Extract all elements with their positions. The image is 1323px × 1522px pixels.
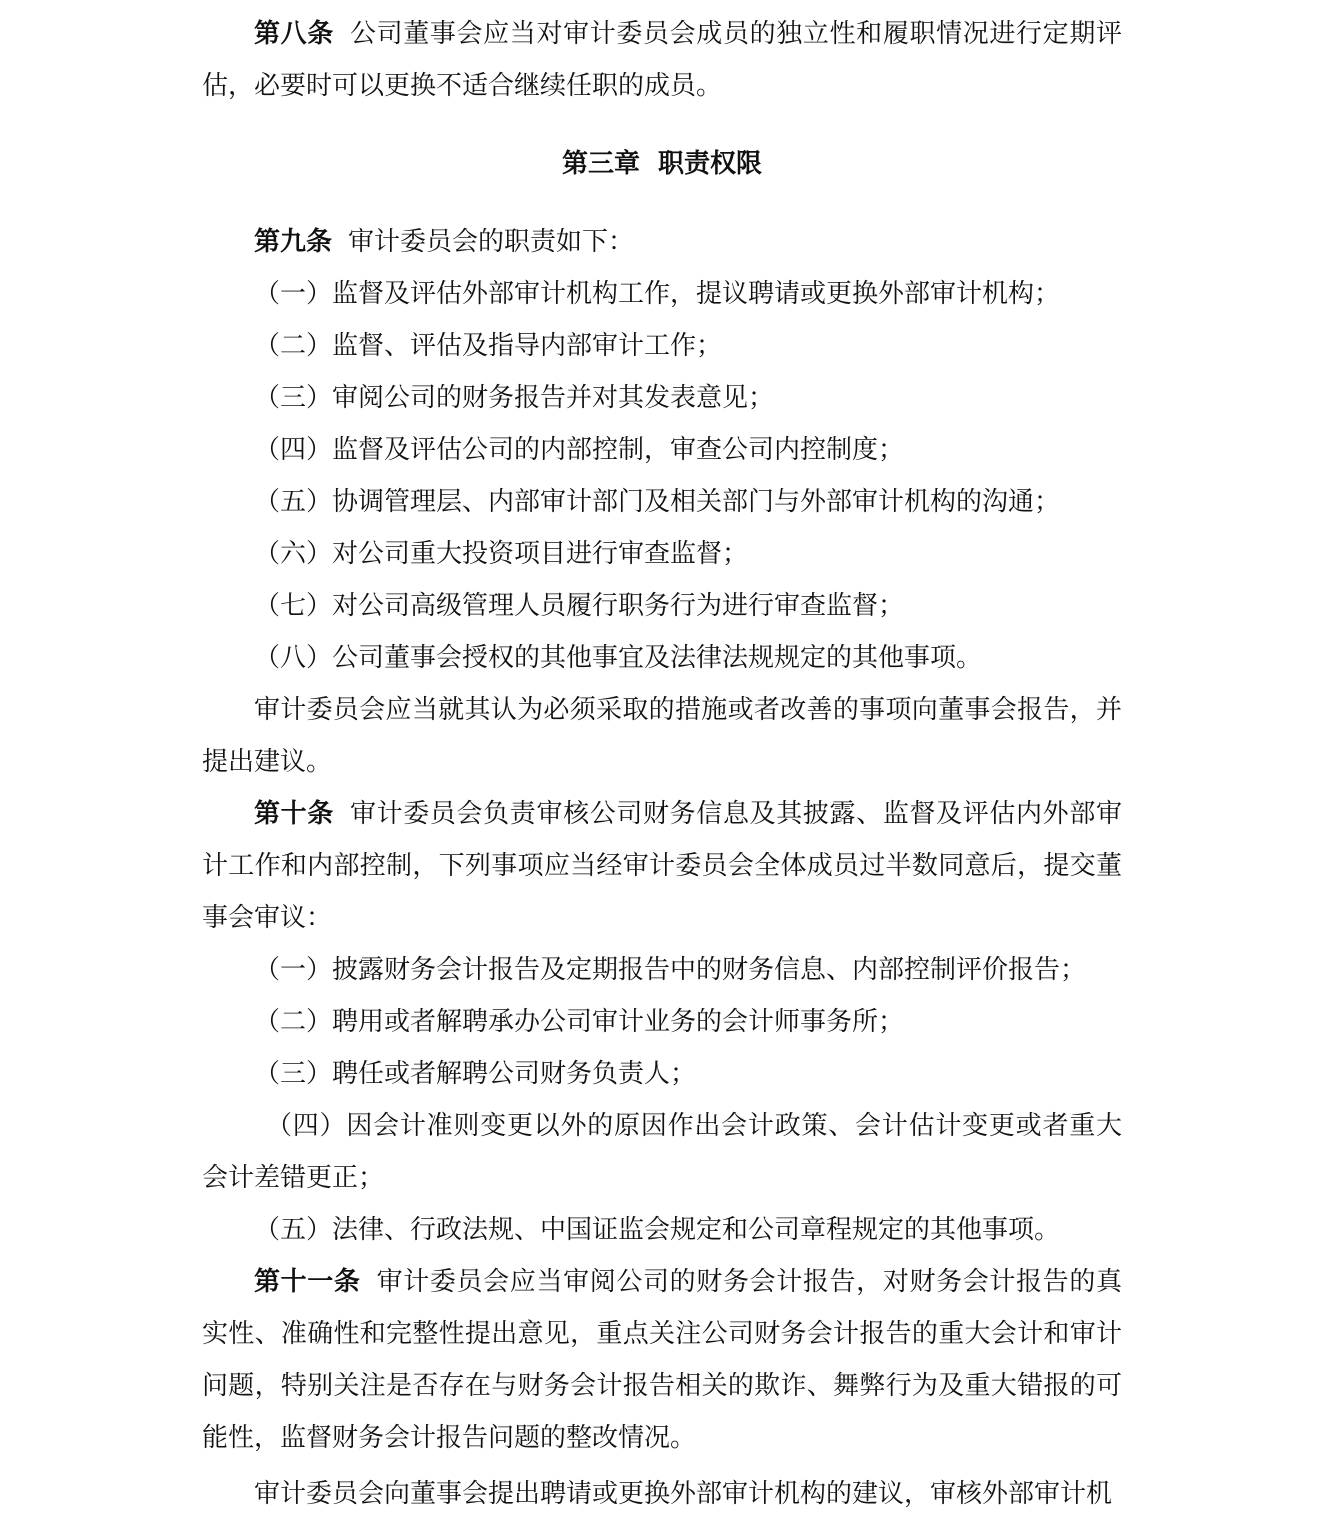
- document-page: [202, 8, 1122, 1520]
- list-item: （一）监督及评估外部审计机构工作，提议聘请或更换外部审计机构；: [254, 279, 1061, 309]
- list-item: （三）聘任或者解聘公司财务负责人；: [254, 1059, 697, 1089]
- list-item: （六）对公司重大投资项目进行审查监督；: [254, 539, 749, 569]
- spacer: [202, 112, 1122, 138]
- article-9-text: 审计委员会的职责如下：: [348, 227, 635, 257]
- list-item: （三）审阅公司的财务报告并对其发表意见；: [254, 383, 775, 413]
- article-9: [202, 216, 1122, 268]
- chapter-3-title: 第三章 职责权限: [561, 149, 763, 179]
- list-item: （二）聘用或者解聘承办公司审计业务的会计师事务所；: [254, 1007, 905, 1037]
- article-11-text: 审计委员会应当审阅公司的财务会计报告，对财务会计报告的真实性、准确性和完整性提出意见，重点关注公司财务会计报告的重大会计和审计问题，特别关注是否存在与财务会计报告相关的欺诈、舞弊行为及重大错报的可能性，监督财务会计报告问题的整改情况。: [202, 1267, 1122, 1453]
- article-8-label: 第八条: [254, 19, 334, 49]
- article-11: [202, 1256, 1122, 1464]
- list-item: （五）协调管理层、内部审计部门及相关部门与外部审计机构的沟通；: [254, 487, 1061, 517]
- article-8-text: 公司董事会应当对审计委员会成员的独立性和履职情况进行定期评估，必要时可以更换不适合继续任职的成员。: [202, 19, 1122, 101]
- list-item: （五）法律、行政法规、中国证监会规定和公司章程规定的其他事项。: [254, 1215, 1061, 1245]
- article-9-closing: 审计委员会应当就其认为必须采取的措施或者改善的事项向董事会报告，并提出建议。: [202, 695, 1122, 777]
- list-item: （四）监督及评估公司的内部控制，审查公司内控制度；: [254, 435, 905, 465]
- article-11-label: 第十一条: [254, 1267, 361, 1297]
- article-8: [202, 8, 1122, 112]
- spacer: [202, 190, 1122, 216]
- article-11-continuation: 审计委员会向董事会提出聘请或更换外部审计机构的建议，审核外部审计机: [254, 1479, 1113, 1509]
- list-item: （二）监督、评估及指导内部审计工作；: [254, 331, 723, 361]
- article-10-text: 审计委员会负责审核公司财务信息及其披露、监督及评估内外部审计工作和内部控制，下列事项应当经审计委员会全体成员过半数同意后，提交董事会审议：: [202, 799, 1122, 933]
- article-10: [202, 788, 1122, 944]
- list-item: （七）对公司高级管理人员履行职务行为进行审查监督；: [254, 591, 905, 621]
- list-item: （一）披露财务会计报告及定期报告中的财务信息、内部控制评价报告；: [254, 955, 1087, 985]
- article-10-label: 第十条: [254, 799, 334, 829]
- article-9-label: 第九条: [254, 227, 333, 257]
- list-item: （八）公司董事会授权的其他事宜及法律法规规定的其他事项。: [254, 643, 983, 673]
- list-item: （四）因会计准则变更以外的原因作出会计政策、会计估计变更或者重大会计差错更正；: [202, 1111, 1122, 1193]
